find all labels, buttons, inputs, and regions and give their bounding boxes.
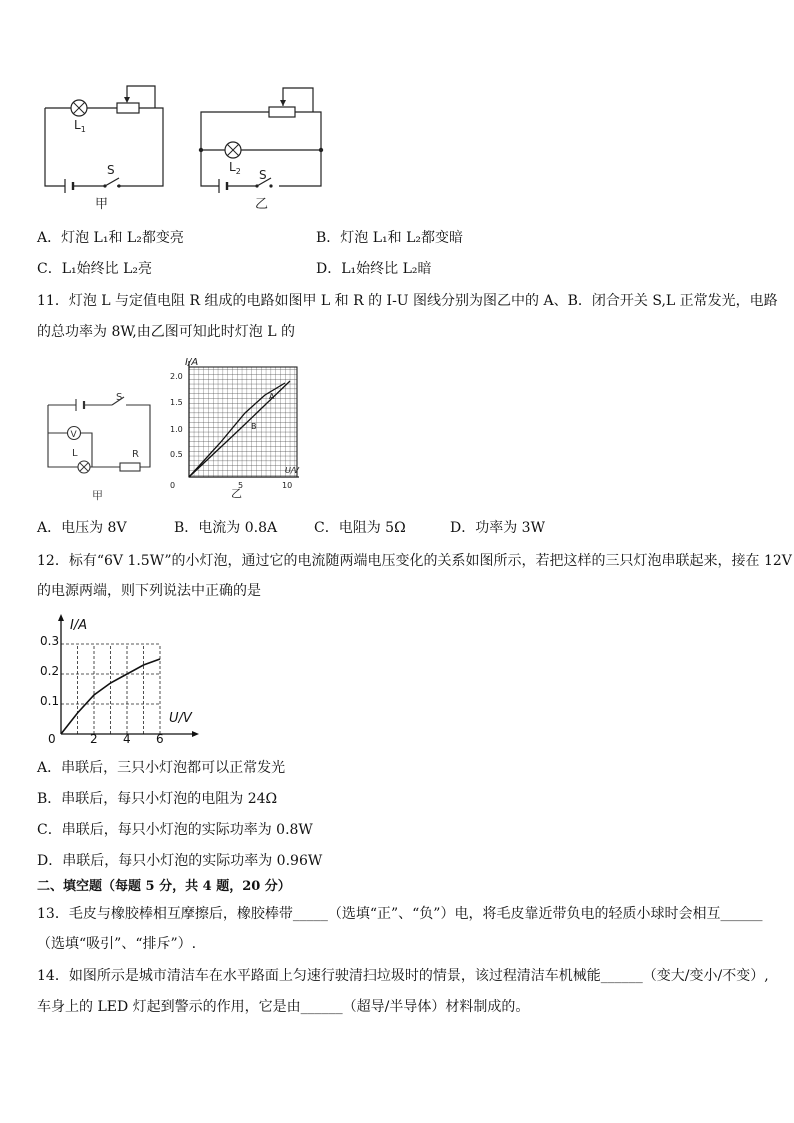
x-tick-label: 6 [156,732,164,746]
y-tick-label: 0.1 [40,694,60,708]
q12-stem-line1: 12．标有“6V 1.5W”的小灯泡，通过它的电流随两端电压变化的关系如图所示，若把这样的三只灯泡串联起来，接在 12V [37,553,792,569]
fig-caption-yi: 乙 [231,487,242,500]
q11-circuit-jia [42,385,157,505]
q11-option-c: C．电阻为 5Ω [314,520,406,536]
y-tick-label: 0.3 [40,634,60,648]
q10-option-c: C．L₁始终比 L₂亮 [37,261,152,277]
fig-caption-yi: 乙 [255,197,269,212]
x-tick-label: 0 [48,732,56,746]
x-tick-label: 2 [90,732,98,746]
x-tick: 10 [282,481,293,490]
q13-stem-line2: （选填“吸引”、“排斥”）. [37,936,197,952]
resistor-icon [120,463,140,471]
x-tick: 0 [170,481,176,490]
q14-stem-line1: 14．如图所示是城市清洁车在水平路面上匀速行驶清扫垃圾时的情景，该过程清洁车机械能______（变大/变小/不变）, [37,968,769,984]
label-L2: $L_2$ [229,160,241,176]
label-S: S [259,168,267,182]
q10-option-a: A．灯泡 L₁和 L₂都变亮 [37,230,184,246]
x-tick-label: 4 [123,732,131,746]
q10-circuit-jia [37,80,177,215]
y-tick-label: 0.2 [40,664,60,678]
fig-caption-jia: 甲 [92,489,103,502]
q11-option-b: B．电流为 0.8A [174,520,278,536]
q10-option-b: B．灯泡 L₁和 L₂都变暗 [316,230,464,246]
q12-option-b: B．串联后，每只小灯泡的电阻为 24Ω [37,791,278,807]
y-axis-label: I/A [70,618,88,633]
y-tick: 0.5 [170,450,183,459]
label-R: R [132,449,139,460]
q12-stem-line2: 的电源两端，则下列说法中正确的是 [37,583,261,599]
rheostat-icon [269,107,295,117]
x-tick: 5 [238,481,244,490]
q11-stem-line1: 11．灯泡 L 与定值电阻 R 组成的电路如图甲 L 和 R 的 I-U 图线分别为图乙中的 A、B．闭合开关 S,L 正常发光，电路 [37,293,778,309]
q10-circuit-yi [195,80,335,215]
q12-option-d: D．串联后，每只小灯泡的实际功率为 0.96W [37,853,323,869]
label-S: S [107,163,115,177]
q11-iu-graph [165,355,305,505]
x-axis-label: U/V [169,711,192,726]
q14-stem-line2: 车身上的 LED 灯起到警示的作用，它是由______（超导/半导体）材料制成的。 [37,999,530,1015]
label-S: S [116,392,123,403]
y-tick: 1.0 [170,425,183,434]
q10-option-d: D．L₁始终比 L₂暗 [316,261,432,277]
q12-option-c: C．串联后，每只小灯泡的实际功率为 0.8W [37,822,313,838]
x-axis-label: U/V [285,466,300,475]
y-tick: 1.5 [170,398,183,407]
q13-stem-line1: 13．毛皮与橡胶棒相互摩擦后，橡胶棒带_____（选填“正”、“负”）电，将毛皮靠近带负电的轻质小球时会相互______ [37,906,763,922]
label-V: V [70,430,77,440]
q12-iu-chart [37,612,207,747]
rheostat-icon [117,103,139,113]
q11-option-a: A．电压为 8V [37,520,127,536]
label-L1: $L_1$ [74,118,86,134]
y-axis-label: I/A [185,357,199,368]
fig-caption-jia: 甲 [95,197,109,212]
q12-option-a: A．串联后，三只小灯泡都可以正常发光 [37,760,286,776]
y-tick: 2.0 [170,372,183,381]
q11-stem-line2: 的总功率为 8W,由乙图可知此时灯泡 L 的 [37,324,295,340]
section-heading: 二、填空题（每题 5 分，共 4 题，20 分） [37,879,291,894]
q11-option-d: D．功率为 3W [450,520,545,536]
label-L: L [72,448,78,459]
curve-label: B [251,422,257,431]
curve-label: A [269,392,275,401]
